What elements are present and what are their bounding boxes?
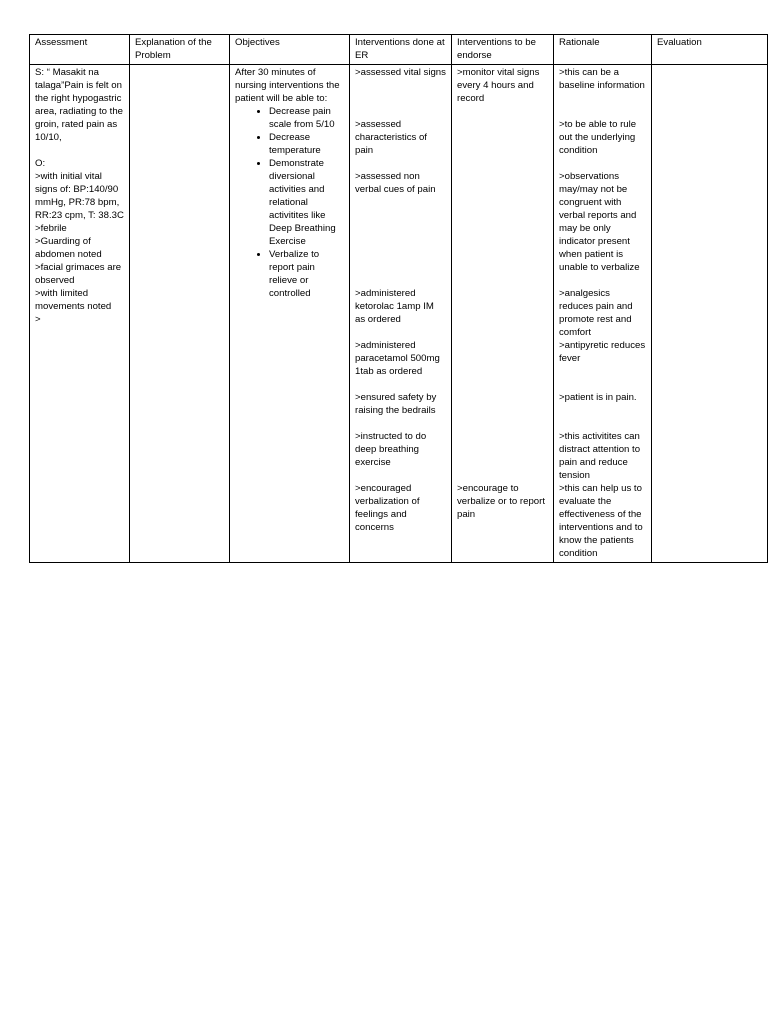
header-rationale: Rationale [554,35,652,65]
objective-bullet: • Decrease pain scale from 5/10 [269,105,344,131]
rationale-item: >antipyretic reduces fever [559,340,646,364]
objectives-list [235,105,344,300]
intervention-done-item: >administered paracetamol 500mg 1tab as ordered [355,340,440,377]
cell-assessment [30,65,130,563]
intervention-done-item: >administered ketorolac 1amp IM as ordered [355,288,434,325]
objective-label: O: [35,158,46,169]
objective-item: >febrile [35,223,67,234]
header-explanation: Explanation of the Problem [130,35,230,65]
header-interventions-endorse: Interventions to be endorse [452,35,554,65]
rationale-item: >patient is in pain. [559,392,637,403]
cell-rationale [554,65,652,563]
header-objectives: Objectives [230,35,350,65]
header-interventions-done: Interventions done at ER [350,35,452,65]
intervention-endorse-item: >monitor vital signs every 4 hours and record [457,67,540,104]
objective-item: >facial grimaces are observed [35,262,122,286]
cell-explanation [130,65,230,563]
rationale-item: >this can be a baseline information [559,67,645,91]
cell-interventions-endorse [452,65,554,563]
objective-item: >with limited movements noted [35,288,112,312]
rationale-item: >this can help us to evaluate the effectiveness of the interventions and to know the patients condition [559,483,643,559]
cell-evaluation [652,65,768,563]
intervention-done-item: >encouraged verbalization of feelings and concerns [355,483,420,533]
objective-bullet: • Demonstrate diversional activities and relational activitites like Deep Breathing Exercise [269,157,344,248]
intervention-done-item: >assessed characteristics of pain [355,119,427,156]
objective-bullet: • Verbalize to report pain relieve or controlled [269,248,344,300]
objective-bullet: • Decrease temperature [269,131,344,157]
header-assessment: Assessment [30,35,130,65]
intervention-done-item: >assessed non verbal cues of pain [355,171,436,195]
objectives-intro: After 30 minutes of nursing interventions the patient will be able to: [235,67,340,104]
rationale-item: >analgesics reduces pain and promote rest and comfort [559,288,633,338]
objective-item: >with initial vital signs of: BP:140/90 mmHg, PR:78 bpm, RR:23 cpm, T: 38.3C [35,171,124,221]
cell-objectives [230,65,350,563]
intervention-done-item: >instructed to do deep breathing exercise [355,431,427,468]
intervention-done-item: >ensured safety by raising the bedrails [355,392,437,416]
subjective-data: S: “ Masakit na talaga”Pain is felt on the right hypogastric area, radiating to the groin, rated pain as 10/10, [35,67,124,143]
header-evaluation: Evaluation [652,35,768,65]
objective-item: > [35,314,41,325]
intervention-done-item: >assessed vital signs [355,67,446,78]
content-row [30,65,768,563]
cell-interventions-done [350,65,452,563]
rationale-item: >to be able to rule out the underlying condition [559,119,637,156]
nursing-care-plan-table [29,34,768,563]
rationale-item: >observations may/may not be congruent with verbal reports and may be only indicator present when patient is unable to verbalize [559,171,640,273]
header-row [30,35,768,65]
objective-item: >Guarding of abdomen noted [35,236,102,260]
intervention-endorse-item: >encourage to verbalize or to report pain [457,483,545,520]
rationale-item: >this activitites can distract attention to pain and reduce tension [559,431,641,481]
